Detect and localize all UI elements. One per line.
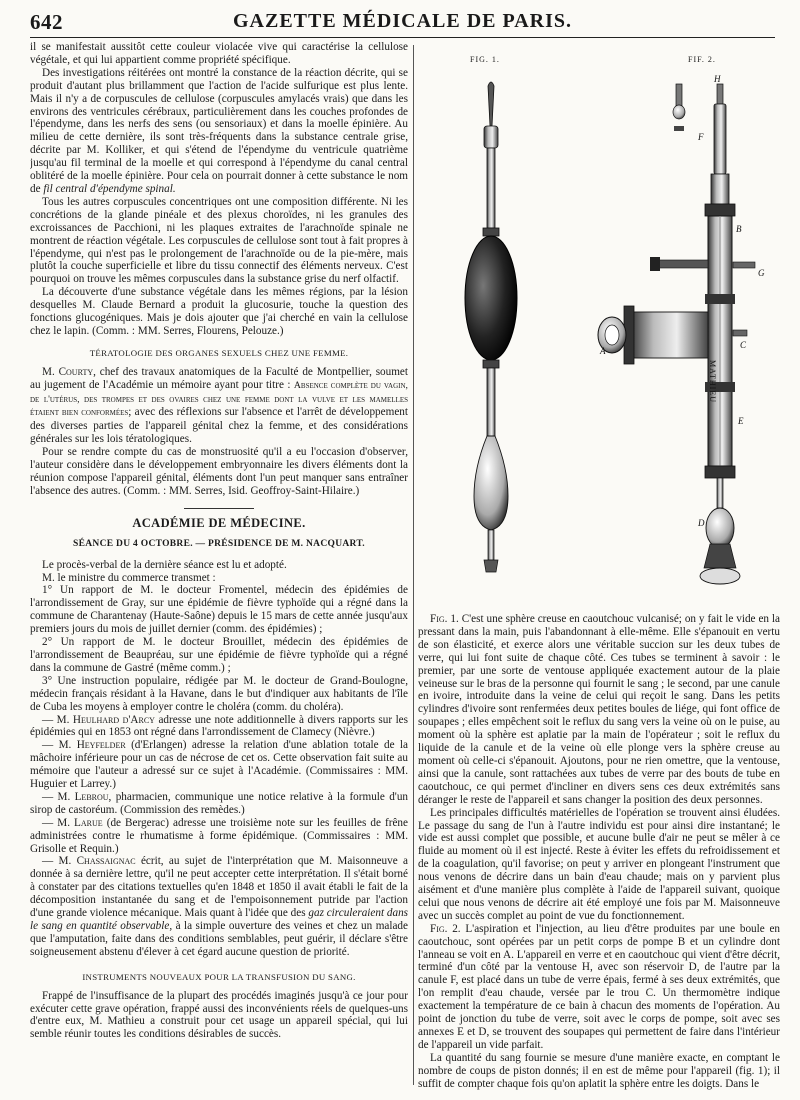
- italic-term: fil central d'épendyme spinal.: [43, 182, 176, 195]
- paragraph: Le procès-verbal de la dernière séance est lu et adopté.: [42, 558, 287, 571]
- letter-f: F: [698, 132, 704, 142]
- author-name: — M. Larue: [42, 816, 103, 829]
- seance-line: SÉANCE DU 4 OCTOBRE. — PRÉSIDENCE DE M. NACQUART.: [73, 538, 365, 549]
- left-column: [30, 41, 408, 1081]
- paragraph: [30, 67, 408, 196]
- paragraph-text: (d'Erlangen) adresse la relation d'une ablation totale de la mâchoire inférieure pour un cas de nécrose de cet os. Cette observation fait suite au mémoire que l'auteur a adressé sur ce sujet à l'Académie. (Commissaires : MM. Huguier et Larrey.): [30, 739, 408, 791]
- caption-label: Fig. 2.: [430, 922, 461, 935]
- figure-caption-2: [418, 923, 780, 1052]
- paragraph-text: pharmacien, communique une notice relative à la formule d'un sirop de castoréum. (Commission des remèdes.): [30, 790, 408, 816]
- letter-e: E: [738, 416, 744, 426]
- paragraph: [30, 366, 408, 446]
- paragraph-text: (de Bergerac) adresse une troisième note sur les feuilles de frêne administrées contre le rhumatisme à forme épidémique. (Commissaires : MM. Grisolle et Requin.): [30, 816, 408, 855]
- paragraph: [30, 739, 408, 791]
- author-name: — M. Heyfelder: [42, 739, 126, 752]
- page-number: 642: [30, 10, 63, 34]
- memoir-title: Absence complète du vagin, de l'utérus, des trompes et des ovaires chez une femme dont la vulve et les mamelles étaient bien conformées: [30, 379, 408, 419]
- paragraph: M. le ministre du commerce transmet :: [42, 571, 216, 584]
- paragraph-text: Des investigations réitérées ont montré la constance de la réaction décrite, qui se produit d'autant plus brillamment que l'action de l'acide sulfurique est plus lente. Mais il n'y a de corpuscules de cellulose (corpuscules amylacés vrais) que dans les environs des ventricules cérébraux, particulièrement dans les couches profondes de l'épendyme, dans les nerfs des sens (ou sensoriaux) et dans la moelle épinière. Au milieu de cette dernière, ils sont très-fréquents dans la substance centrale grise, décrite par M. Kolliker, et qui s'étend de l'épendyme du ventricule quatrième jusqu'au fil terminal de la moelle et qui correspond à l'épendyme du canal central oblitéré de la moelle épinière. Pour cela on pourrait donner à cette substance le nom de: [30, 66, 408, 195]
- paragraph: [30, 855, 408, 958]
- letter-b: B: [736, 224, 742, 234]
- figure-area: [418, 48, 780, 608]
- fig2-letters: [599, 74, 765, 528]
- right-column: [418, 613, 780, 1091]
- list-item: 1° Un rapport de M. le docteur Fromentel, médecin des épidémies de l'arrondissement de Gray, sur une épidémie de fièvre typhoïde qui a régné dans la commune de Charantenay (Haute-Saône) depuis le 15 mars de cette année jusqu'aux premiers jours du mois de juillet dernier (comm. des épidémies) ;: [30, 584, 408, 636]
- italic-phrase: gaz circuleraient dans le sang en quantité observable,: [30, 907, 408, 932]
- engraved-maker: MATHIEU: [708, 360, 717, 403]
- letter-h: H: [714, 74, 721, 84]
- author-name: M. Courty,: [42, 365, 96, 378]
- paragraph-text: adresse une note additionnelle à divers rapports sur les épidémies qui en 1853 ont régné dans l'arrondissement de Clamecy (Nièvre.): [30, 713, 408, 739]
- paragraph-text: écrit, au sujet de l'interprétation que M. Maisonneuve a donnée à sa dernière lettre, qu'il ne peut accepter cette interprétation. Il s'était borné à constater par des citations textuelles qu'en 1848 et 1850 il avait établi le fait de la décomposition instantanée du sang et de l'empoisonnement putride par l'action d'une grande violence mécanique. Mais quant à l'idée que des: [30, 855, 408, 920]
- letter-a: A: [600, 346, 606, 356]
- fig2-apparatus: [598, 84, 755, 584]
- paragraph: [30, 817, 408, 856]
- paragraph-text: à la simple ouverture des veines et chez un malade que l'amputation, faite dans des conditions semblables, peut guérir, il déclare s'être soigneusement abstenu d'élever à cet égard aucune question de priorité.: [30, 920, 408, 958]
- figure-caption-1: [418, 613, 780, 807]
- author-name: — M. Heulhard d'Arcy: [42, 713, 155, 726]
- letter-d: D: [698, 518, 705, 528]
- caption-text: C'est une sphère creuse en caoutchouc vulcanisé; on y fait le vide en la pressant dans la main, puis l'abandonnant à elle-même. Elle s'épanouit en vertu de son élasticité, et exerce alors une véritable succion sur les deux tubes de verre, qui lui font suite de chaque côté. Ces tubes se terminent à savoir : le premier, par une sorte de ventouse appliquée exactement autour de la plaie veineuse sur le bras de la personne qui fournit le sang ; le second, par une canule en ivoire, introduite dans la veine de celui qui reçoit le sang. Dans les petits cylindres d'ivoire sont renfermées deux petites boules de liége, qui font office de soupapes ; elles empêchent soit le reflux du sang vers la veine où on le puise, au moment où la sphère est aplatie par la main de l'opérateur ; soit le reflux du liquide de la canule et de la veine où elle plonge vers la sphère creuse au moment où celle-ci s'épanouit. Ajoutons, pour ne rien omettre, que la ventouse, ainsi que la canule, sont rattachées aux tubes de verre par des bouts de tube en caoutchouc, ce qui permet d'incliner en divers sens ces deux extrémités sans déranger le reste de l'appareil et sans changer la position des deux personnes.: [418, 613, 780, 806]
- journal-title: GAZETTE MÉDICALE DE PARIS.: [232, 10, 573, 32]
- author-name: — M. Chassaignac: [42, 855, 136, 868]
- separator-rule: [184, 508, 254, 509]
- page-header: [30, 8, 775, 36]
- author-name: — M. Lebrou,: [42, 790, 112, 803]
- paragraph-text: chef des travaux anatomiques de la Faculté de Montpellier, soumet au jugement de l'Académie un mémoire ayant pour titre :: [30, 365, 408, 391]
- section-heading-teratologie: TÉRATOLOGIE DES ORGANES SEXUELS CHEZ UNE FEMME.: [89, 347, 349, 358]
- paragraph: Les principales difficultés matérielles de l'opération se trouvent ainsi éludées. Le passage du sang de l'un à l'autre individu est pour ainsi dire instantané; le vide est aussi complet que possible, et aucune bulle d'air ne peut se mêler à ce fluide au moment où il est injecté. Reste à éviter les effets du refroidissement et de la coagulation, qu'il favorise; on peut y arriver en plongeant l'instrument que nous venons de décrire dans un bain d'eau chaude; mais on y parvient plus aisément et d'une manière plus complète à l'aide de l'appareil suivant, quoique celui que nous venons de décrire ait été employé une fois par M. Maisonneuve avec un succès complet au point de vue du fonctionnement.: [418, 806, 780, 922]
- fig2-label: FIF. 2.: [688, 55, 716, 64]
- paragraph: [30, 791, 408, 817]
- fig1-label: FIG. 1.: [470, 55, 500, 64]
- header-rule: [30, 37, 775, 38]
- transfusion-instruments-engraving: [418, 48, 780, 608]
- paragraph: La quantité du sang fournie se mesure d'une manière exacte, en comptant le nombre de coups de piston donnés; il en est de même pour l'appareil (fig. 1); il suffit de compter chaque fois qu'on aplatit la sphère entre les doigts. Dans le: [418, 1051, 780, 1090]
- paragraph: [30, 714, 408, 740]
- section-title-academie: ACADÉMIE DE MÉDECINE.: [132, 515, 306, 530]
- letter-g: G: [758, 268, 765, 278]
- caption-label: Fig. 1.: [430, 613, 459, 625]
- paragraph-text: ; avec des réflexions sur l'absence et l'arrêt de développement des diverses parties de l'appareil génital chez la femme, et des considérations générales sur les lois tératologiques.: [30, 406, 408, 446]
- fig1-syringe: [465, 82, 517, 572]
- paragraph: Pour se rendre compte du cas de monstruosité qu'il a eu l'occasion d'observer, l'auteur considère dans le développement embryonnaire les divers éléments dont la réunion compose l'appareil génital, éléments dont l'un peut manquer sans entraîner l'absence des autres. (Comm. : MM. Serres, Isid. Geoffroy-Saint-Hilaire.): [30, 446, 408, 497]
- paragraph: Frappé de l'insuffisance de la plupart des procédés imaginés jusqu'à ce jour pour exécuter cette grave opération, frappé aussi des inconvénients réels de quelques-uns d'entre eux, M. Mathieu a construit pour cet usage un appareil spécial, qui lui semble réunir toutes les conditions désirables de succès.: [30, 989, 408, 1041]
- letter-c: C: [740, 340, 747, 350]
- section-heading-instruments: INSTRUMENTS NOUVEAUX POUR LA TRANSFUSION DU SANG.: [82, 971, 356, 982]
- caption-text: L'aspiration et l'injection, au lieu d'être produites par une boule en caoutchouc, sont opérées par un petit corps de pompe B et un cylindre dont l'anneau se voit en A. L'appareil en verre et en caoutchouc qui vient d'être décrit, terminé d'un côté par la ventouse H, avec son réservoir D, de l'autre par la canule F, est placé dans un tube de verre épais, fermé à ses deux extrémités, que l'on remplit d'eau chaude, versée par le trou C. Un thermomètre indique exactement la température de ce bain à chacun des moments de l'opération. Au point de jonction du tube de verre, soit avec le corps de pompe, soit avec ses annexes E et D, se trouvent des soupapes qui permettent de faire dans l'intérieur de l'appareil un vide parfait.: [418, 922, 780, 1051]
- paragraph: La découverte d'une substance végétale dans les mêmes régions, par la lésion desquelles M. Claude Bernard a produit la glucosurie, touche la question des fonctions glucogéniques. Mais je dois ajouter que j'ai cherché en vain la cellulose chez le lapin. (Comm. : MM. Serres, Flourens, Pelouze.): [30, 286, 408, 337]
- column-divider: [413, 45, 414, 1085]
- list-item: 2° Un rapport de M. le docteur Brouillet, médecin des épidémies de l'arrondissement de Beaupréau, sur une épidémie de fièvre typhoïde qui a régné dans la commune de Gastré (même comm.) ;: [30, 636, 408, 674]
- paragraph: il se manifestait aussitôt cette couleur violacée vive qui caractérise la cellulose végétale, et qui lui appartient comme propriété spécifique.: [30, 41, 408, 66]
- paragraph: Tous les autres corpuscules concentriques ont une composition différente. Ni les concrétions de la glande pinéale et des plexus choroïdes, ni les granules des excroissances de Pacchioni, ni les plaques extraites de l'arachnoïde spinale ne montrent de réaction végétale. Les corpuscules de cellulose sont tout à fait propres à l'épendyme, qui n'est pas le prolongement de l'arachnoïde ou de la pie-mère, mais plutôt la couche superficielle et libre du tissu connectif des éléments nerveux. C'est pourquoi on trouve les mêmes corpuscules dans la substance grise du nerf olfactif.: [30, 195, 408, 286]
- list-item: 3° Une instruction populaire, rédigée par M. le docteur de Grand-Boulogne, médecin français résidant à la Havane, dans le but d'indiquer aux habitants de l'île de Cuba les moyens à employer contre le choléra (comm. du choléra).: [30, 674, 408, 713]
